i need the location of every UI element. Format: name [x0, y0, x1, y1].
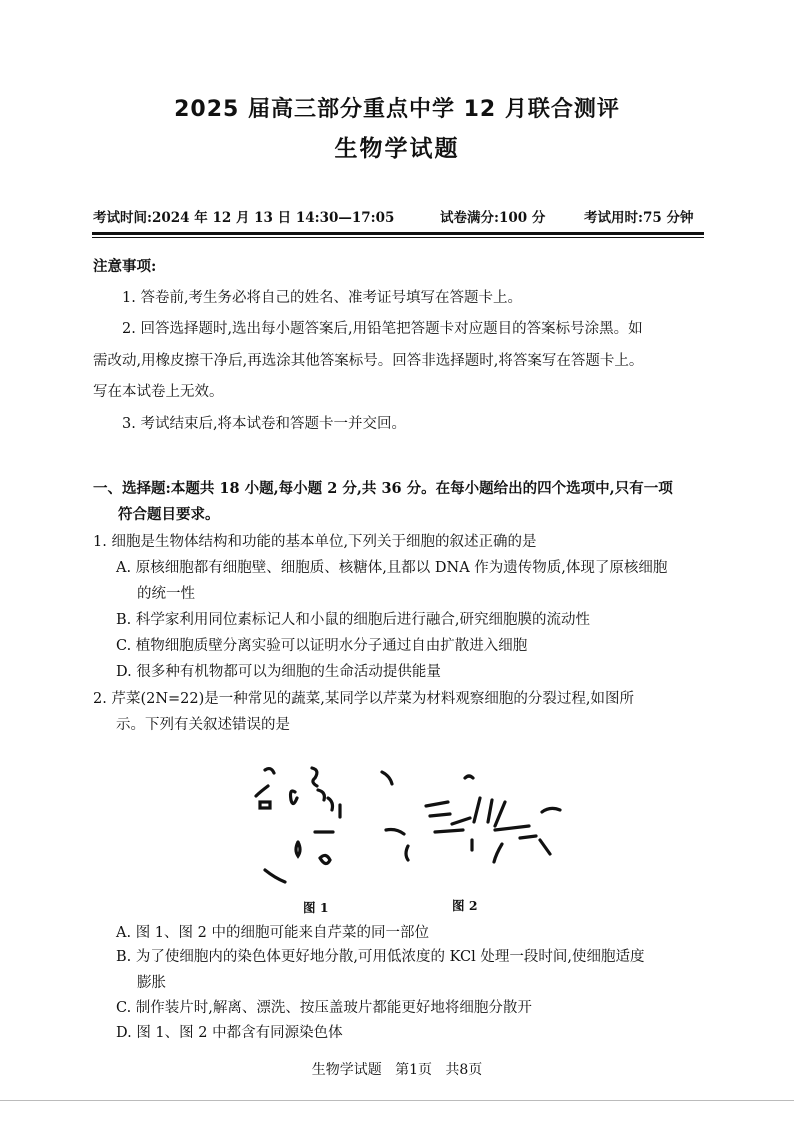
notice-item-3: 3. 考试结束后,将本试卷和答题卡一并交回。 — [122, 416, 407, 432]
q2-stem-line-1: 2. 芹菜(2N=22)是一种常见的蔬菜,某同学以芹菜为材料观察细胞的分裂过程,如图所 — [93, 691, 634, 707]
page-footer: 生物学试题 第1页 共8页 — [311, 1062, 483, 1078]
q2-option-a: A. 图 1、图 2 中的细胞可能来自芹菜的同一部位 — [116, 925, 429, 941]
chromosome-figures — [240, 760, 580, 890]
notice-heading: 注意事项: — [93, 258, 157, 275]
chromosome — [430, 814, 450, 816]
chromosome — [488, 800, 492, 822]
chromosome — [520, 836, 536, 838]
exam-duration: 考试用时:75 分钟 — [584, 210, 694, 226]
section1-heading-line-1: 一、选择题:本题共 18 小题,每小题 2 分,共 36 分。在每小题给出的四个选项中,只有一项 — [93, 480, 673, 497]
q2-option-d: D. 图 1、图 2 中都含有同源染色体 — [116, 1025, 343, 1041]
q1-stem: 1. 细胞是生物体结构和功能的基本单位,下列关于细胞的叙述正确的是 — [93, 534, 537, 550]
chromosome — [256, 786, 268, 796]
chromosome — [291, 791, 298, 804]
chromosome — [474, 798, 480, 822]
full-score: 试卷满分:100 分 — [440, 210, 546, 226]
chromosome — [320, 855, 330, 863]
figure-2-label: 图 2 — [452, 898, 478, 913]
chromosome — [382, 772, 392, 784]
chromosome — [465, 776, 473, 778]
chromosome — [312, 768, 317, 786]
chromosome — [494, 844, 502, 862]
q1-option-a-line-2: 的统一性 — [137, 586, 195, 602]
chromosome — [542, 808, 560, 812]
chromosome — [265, 769, 274, 773]
chromosome — [426, 802, 448, 806]
q1-option-c: C. 植物细胞质壁分离实验可以证明水分子通过自由扩散进入细胞 — [116, 638, 528, 654]
q1-option-b: B. 科学家利用同位素标记人和小鼠的细胞后进行融合,研究细胞膜的流动性 — [116, 612, 590, 628]
chromosome — [540, 840, 550, 854]
section1-heading-line-2: 符合题目要求。 — [118, 506, 220, 523]
header-rule-thin — [92, 237, 704, 238]
notice-item-2-line-2: 需改动,用橡皮擦干净后,再选涂其他答案标号。回答非选择题时,将答案写在答题卡上。 — [93, 353, 644, 369]
q2-stem-line-2: 示。下列有关叙述错误的是 — [116, 717, 290, 733]
chromosome — [495, 826, 529, 830]
header-rule-thick — [92, 232, 704, 235]
q2-option-c: C. 制作装片时,解离、漂洗、按压盖玻片都能更好地将细胞分散开 — [116, 1000, 532, 1016]
figure-2-chromosomes — [382, 772, 560, 862]
notice-item-1: 1. 答卷前,考生务必将自己的姓名、准考证号填写在答题卡上。 — [122, 290, 523, 306]
chromosome — [452, 818, 470, 824]
q1-option-d: D. 很多种有机物都可以为细胞的生命活动提供能量 — [116, 664, 441, 680]
notice-item-2-line-1: 2. 回答选择题时,选出每小题答案后,用铅笔把答题卡对应题目的答案标号涂黑。如 — [122, 321, 643, 337]
figure-1-label: 图 1 — [303, 900, 329, 915]
scan-edge-line — [0, 1100, 794, 1101]
chromosome — [386, 830, 404, 835]
q2-option-b-line-2: 膨胀 — [137, 975, 166, 991]
chromosome — [265, 870, 285, 882]
exam-title: 2025 届高三部分重点中学 12 月联合测评 — [174, 97, 620, 122]
chromosome — [495, 802, 505, 826]
chromosome — [318, 790, 324, 800]
notice-item-2-line-3: 写在本试卷上无效。 — [93, 384, 224, 400]
exam-time: 考试时间:2024 年 12 月 13 日 14:30—17:05 — [93, 210, 395, 226]
chromosome — [328, 798, 333, 810]
q1-option-a-line-1: A. 原核细胞都有细胞壁、细胞质、核糖体,且都以 DNA 作为遗传物质,体现了原核细胞 — [116, 560, 668, 576]
chromosome — [260, 802, 270, 808]
chromosome — [296, 842, 300, 856]
chromosome — [406, 846, 408, 860]
chromosome — [435, 830, 463, 832]
q2-option-b-line-1: B. 为了使细胞内的染色体更好地分散,可用低浓度的 KCl 处理一段时间,使细胞适度 — [116, 949, 645, 965]
figure-1-chromosomes — [256, 768, 340, 882]
exam-subtitle: 生物学试题 — [334, 136, 460, 162]
